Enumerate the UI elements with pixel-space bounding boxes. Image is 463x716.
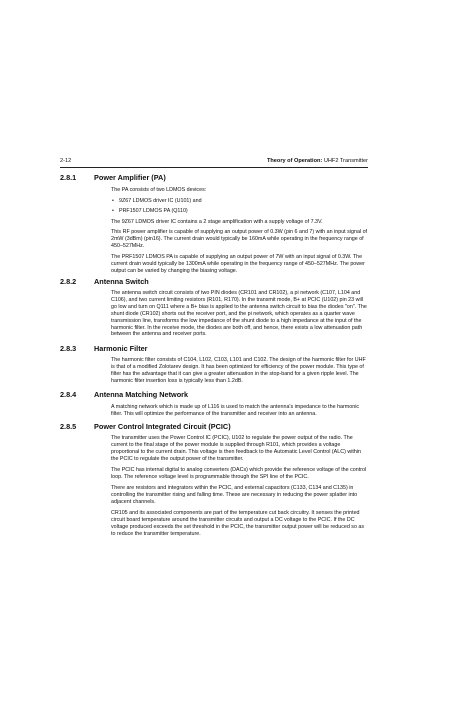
- section-number: 2.8.4: [60, 390, 77, 399]
- running-title-rest: UHF2 Transmitter: [322, 158, 368, 164]
- section-title: Antenna Switch: [94, 277, 149, 286]
- section-title: Harmonic Filter: [94, 344, 148, 353]
- header-rule: [60, 167, 368, 168]
- paragraph: The antenna switch circuit consists of two PIN diodes (CR101 and CR102), a pi network (C107, L104 and C106), and two current limiting resistors (R101, R170). In the transmit mode, B+ at PCIC (U102) pin 23 will go low and turn on Q111 where a B+ bias is applied to the antenna switch circuit to bias the diodes "on". The shunt diode (CR102) shorts out the receiver port, and the pi network, which operates as a quarter wave transmission line, transforms the low impedance of the shunt diode to a high impedance at the input of the harmonic filter. In the receive mode, the diodes are both off, and hence, there exists a low attenuation path between the antenna and receiver ports.: [111, 290, 367, 338]
- paragraph: The harmonic filter consists of C104, L102, C103, L101 and C102. The design of the harmonic filter for UHF is that of a modified Zolotarev design. It has been optimized for efficiency of the power module. This type of filter has the advantage that it can give a greater attenuation in the stop-band for a given ripple level. The harmonic filter insertion loss is typically less than 1.2dB.: [111, 357, 366, 384]
- running-title-bold: Theory of Operation:: [266, 158, 323, 164]
- paragraph: The transmitter uses the Power Control IC (PCIC), U102 to regulate the power output of the radio. The current to the final stage of the power module is supplied through R101, which provides a voltage proportional to the current drain. This voltage is then feedback to the Automatic Level Control (ALC) within the PCIC to regulate the output power of the transmitter.: [111, 435, 362, 462]
- section-number: 2.8.5: [60, 422, 77, 431]
- paragraph: CR105 and its associated components are part of the temperature cut back circuitry. It senses the printed circuit board temperature around the transmitter circuits and output a DC voltage to the PCIC. If the DC voltage produced exceeds the set threshold in the PCIC, the transmitter output power will be reduced so as to reduce the transmitter temperature.: [111, 510, 365, 537]
- document-page: 2-12 Theory of Operation: UHF2 Transmitter 2.8.1 Power Amplifier (PA) The PA consists of two LDMOS devices: • 9Z67 LDMOS driver IC (U101) and • PRF1507 LDMOS PA (Q110) The 9Z67 LDMOS driver IC contains a 2 stage amplification with a supply voltage of 7.3V. This RF power amplifier is capable of supplying an output power of 0.3W (pin 6 and 7) with an input signal of 2mW (3dBm) (pin16). The current drain would typically be 160mA while operating in the frequency range of 450–527MHz. The PRF1507 LDMOS PA is capable of supplying an output power of 7W with an input signal of 0.3W. The current drain would typically be 1300mA while operating in the frequency range of 450–527MHz. The power output can be varied by changing the biasing voltage. 2.8.2 Antenna Switch The antenna switch circuit consists of two PIN diodes (CR101 and CR102), a pi network (C107, L104 and C106), and two current limiting resistors (R101, R170). In the transmit mode, B+ at PCIC (U102) pin 23 will go low and turn on Q111 where a B+ bias is applied to the antenna switch circuit to bias the diodes "on". The shunt diode (CR102) shorts out the receiver port, and the pi network, which operates as a quarter wave transmission line, transforms the low impedance of the shunt diode to a high impedance at the input of the harmonic filter. In the receive mode, the diodes are both off, and hence, there exists a low attenuation path between the antenna and receiver ports. 2.8.3 Harmonic Filter The harmonic filter consists of C104, L102, C103, L101 and C102. The design of the harmonic filter for UHF is that of a modified Zolotarev design. It has been optimized for efficiency of the power module. This type of filter has the advantage that it can give a greater attenuation in the stop-band for a given ripple level. The harmonic filter insertion loss is typically less than 1.2dB. 2.8.4 Antenna Matching Network A matching network which is made up of L116 is used to match the antenna's impedance to the harmonic filter. This will optimize the performance of the transmitter and receiver into an antenna. 2.8.5 Power Control Integrated Circuit (PCIC) The transmitter uses the Power Control IC (PCIC), U102 to regulate the power output of the radio. The current to the final stage of the power module is supplied through R101, which provides a voltage proportional to the current drain. This voltage is then feedback to the Automatic Level Control (ALC) within the PCIC to regulate the output power of the transmitter. The PCIC has internal digital to analog converters (DACs) which provide the reference voltage of the control loop. The reference voltage level is programmable through the SPI line of the PCIC. There are resistors and integrators within the PCIC, and external capacitors (C133, C134 and C135) in controlling the transmitter rising and falling time. These are necessary in reducing the power splatter into adjacent channels. CR105 and its associated components are part of the temperature cut back circuitry. It senses the printed circuit board temperature around the transmitter circuits and output a DC voltage to the PCIC. If the DC voltage produced exceeds the set threshold in the PCIC, the transmitter output power will be reduced so as to reduce the transmitter temperature.: [60, 158, 368, 537]
- section-title: Power Amplifier (PA): [94, 173, 166, 182]
- paragraph: This RF power amplifier is capable of supplying an output power of 0.3W (pin 6 and 7) with an input signal of 2mW (3dBm) (pin16). The current drain would typically be 160mA while operating in the frequency range of 450–527MHz.: [111, 229, 368, 249]
- section-number: 2.8.2: [60, 277, 77, 286]
- section-title: Antenna Matching Network: [94, 390, 189, 399]
- paragraph: There are resistors and integrators within the PCIC, and external capacitors (C133, C134 and C135) in controlling the transmitter rising and falling time. These are necessary in reducing the power splatter into adjacent channels.: [111, 485, 358, 505]
- paragraph: The PRF1507 LDMOS PA is capable of supplying an output power of 7W with an input signal of 0.3W. The current drain would typically be 1300mA while operating in the frequency range of 450–527MHz. The power output can be varied by changing the biasing voltage.: [111, 254, 365, 274]
- paragraph: The 9Z67 LDMOS driver IC contains a 2 stage amplification with a supply voltage of 7.3V.: [111, 219, 323, 225]
- page-number: 2-12: [60, 158, 72, 164]
- bullet-text: 9Z67 LDMOS driver IC (U101) and: [119, 198, 202, 204]
- pa-intro: The PA consists of two LDMOS devices:: [111, 187, 207, 193]
- section-number: 2.8.3: [60, 344, 77, 353]
- bullet-text: PRF1507 LDMOS PA (Q110): [119, 208, 188, 214]
- section-number: 2.8.1: [60, 173, 77, 182]
- paragraph: The PCIC has internal digital to analog converters (DACs) which provide the reference voltage of the control loop. The reference voltage level is programmable through the SPI line of the PCIC.: [111, 467, 367, 480]
- running-title: [267, 157, 368, 166]
- paragraph: A matching network which is made up of L116 is used to match the antenna's impedance to the harmonic filter. This will optimize the performance of the transmitter and receiver into an antenna.: [111, 404, 360, 417]
- running-header: [60, 157, 368, 166]
- section-title: Power Control Integrated Circuit (PCIC): [94, 422, 231, 431]
